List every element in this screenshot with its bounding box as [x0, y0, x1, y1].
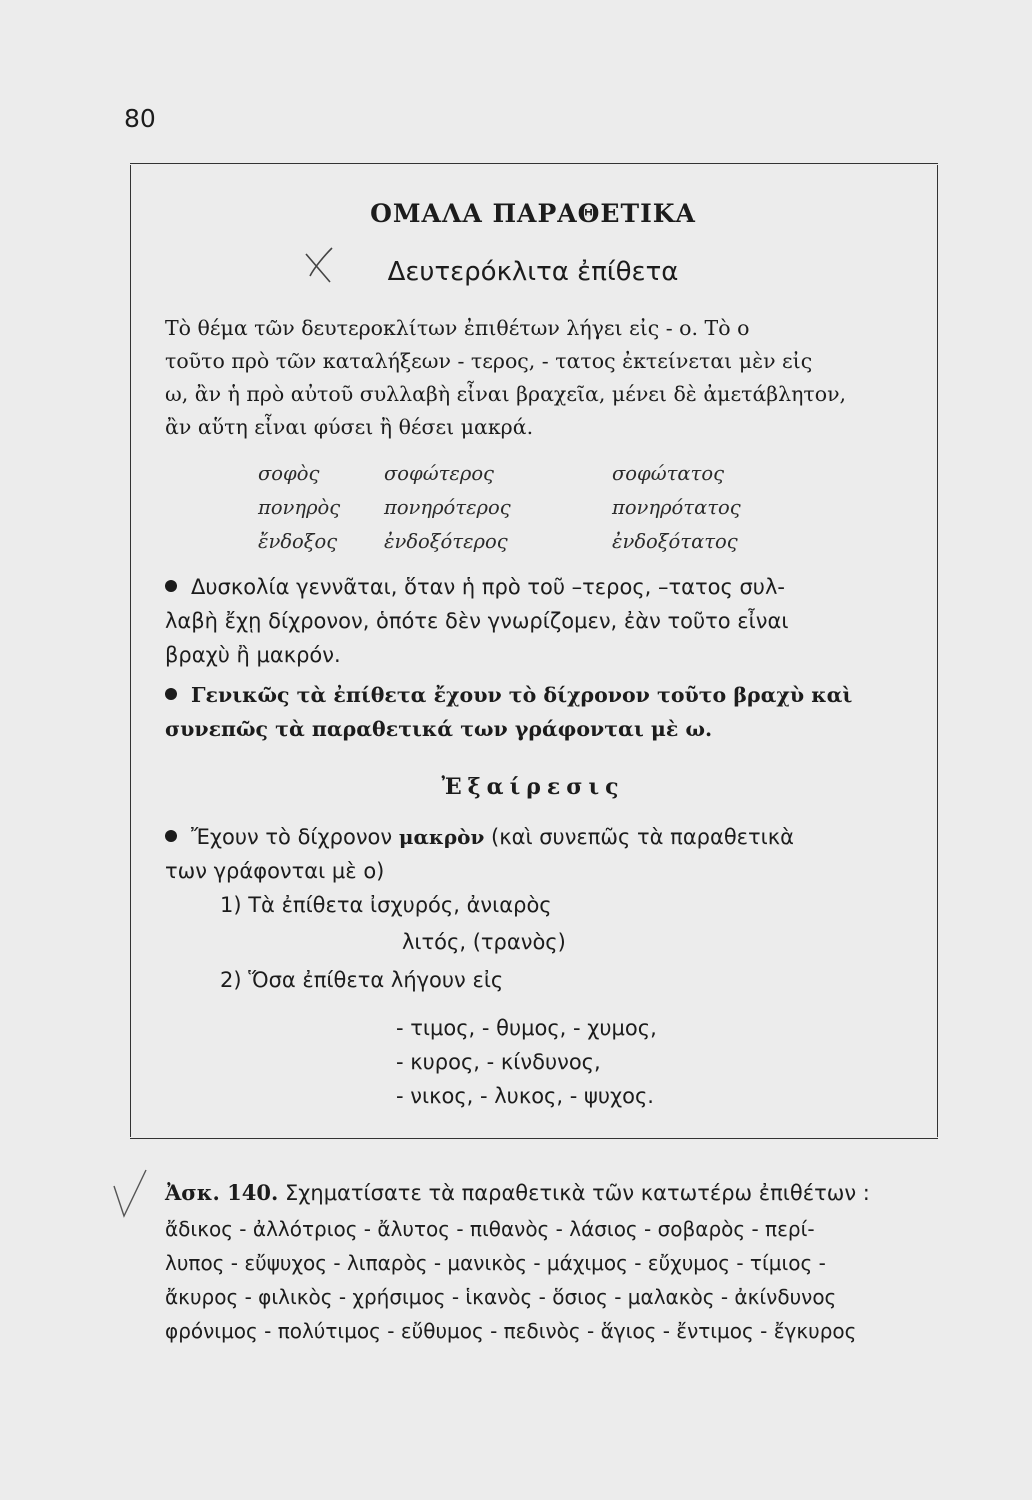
note-line: Γενικῶς τὰ ἐπίθετα ἔχουν τὸ δίχρονον τοῦτο βραχὺ καὶ [191, 683, 853, 707]
handwritten-check-icon [110, 1168, 150, 1220]
exception-item-1: 1) Τὰ ἐπίθετα ἰσχυρός, ἀνιαρὸς [220, 893, 552, 917]
form-superlative: σοφώτατος [612, 462, 725, 485]
intro-paragraph [165, 312, 910, 444]
exception-item-1-cont: λιτός, (τρανὸς) [402, 930, 566, 954]
form-superlative: ἐνδοξότατος [612, 530, 738, 553]
form-superlative: πονηρότατος [612, 496, 741, 519]
box-top-rule [130, 163, 938, 164]
bullet-icon [165, 580, 177, 592]
note-line: βραχὺ ἢ μακρόν. [165, 643, 341, 667]
exercise-line: λυπος - εὔψυχος - λιπαρὸς - μανικὸς - μάχιμος - εὔχυμος - τίμιος - [165, 1251, 826, 1275]
form-comparative: πονηρότερος [384, 496, 511, 519]
intro-line: τοῦτο πρὸ τῶν καταλήξεων - τερος, - τατος ἐκτείνεται μὲν εἰς [165, 349, 813, 373]
exercise-line: ἄδικος - ἀλλότριος - ἄλυτος - πιθανὸς - λάσιος - σοβαρὸς - περί- [165, 1217, 815, 1241]
exception-item-2: 2) Ὅσα ἐπίθετα λήγουν εἰς [220, 968, 504, 992]
exceptions-text: (καὶ συνεπῶς τὰ παραθετικὰ [484, 825, 795, 849]
page-number: 80 [124, 104, 156, 133]
exceptions-paragraph [165, 820, 910, 888]
note-line: συνεπῶς τὰ παραθετικά των γράφονται μὲ ω. [165, 717, 713, 741]
ending-list: - κυρος, - κίνδυνος, [396, 1050, 601, 1074]
emphasis-long: μακρὸν [398, 825, 485, 849]
intro-line: ω, ἂν ἡ πρὸ αὐτοῦ συλλαβὴ εἶναι βραχεῖα, μένει δὲ ἀμετάβλητον, [165, 382, 847, 406]
exercise-header [165, 1180, 945, 1205]
exercise-label: Ἀσκ. 140. [165, 1180, 279, 1205]
form-positive: ἔνδοξος [258, 530, 338, 553]
box-bottom-rule [130, 1138, 938, 1139]
exceptions-heading: Ἐξαίρεσις [441, 774, 625, 800]
page-title: ΟΜΑΛΑ ΠΑΡΑΘΕΤΙΚΑ [370, 199, 696, 228]
form-comparative: ἐνδοξότερος [384, 530, 508, 553]
form-positive: σοφὸς [258, 462, 320, 485]
note-difficulty [165, 570, 910, 672]
ending-list: - τιμος, - θυμος, - χυμος, [396, 1016, 657, 1040]
exceptions-text: των γράφονται μὲ ο) [165, 859, 385, 883]
note-line: λαβὴ ἔχῃ δίχρονον, ὁπότε δὲν γνωρίζομεν, ἐὰν τοῦτο εἶναι [165, 609, 789, 633]
exceptions-text: Ἔχουν τὸ δίχρονον [191, 825, 399, 849]
exercise-line: φρόνιμος - πολύτιμος - εὔθυμος - πεδινὸς - ἅγιος - ἔντιμος - ἔγκυρος [165, 1319, 857, 1343]
exercise-line: ἄκυρος - φιλικὸς - χρήσιμος - ἱκανὸς - ὅσιος - μαλακὸς - ἀκίνδυνος [165, 1285, 837, 1309]
bullet-icon [165, 830, 177, 842]
note-line: Δυσκολία γεννᾶται, ὅταν ἡ πρὸ τοῦ –τερος, –τατος συλ- [191, 575, 785, 599]
note-general [165, 678, 910, 746]
form-positive: πονηρὸς [258, 496, 341, 519]
form-comparative: σοφώτερος [384, 462, 494, 485]
section-subtitle: Δευτερόκλιτα ἐπίθετα [387, 257, 679, 287]
exercise-list [165, 1212, 943, 1348]
ending-list: - νικος, - λυκος, - ψυχος. [396, 1084, 654, 1108]
exercise-instruction: Σχηματίσατε τὰ παραθετικὰ τῶν κατωτέρω ἐπιθέτων : [284, 1181, 870, 1205]
bullet-icon [165, 688, 177, 700]
intro-line: Τὸ θέμα τῶν δευτεροκλίτων ἐπιθέτων λήγει εἰς - ο. Τὸ ο [165, 316, 750, 340]
intro-line: ἂν αὕτη εἶναι φύσει ἢ θέσει μακρά. [165, 415, 534, 439]
